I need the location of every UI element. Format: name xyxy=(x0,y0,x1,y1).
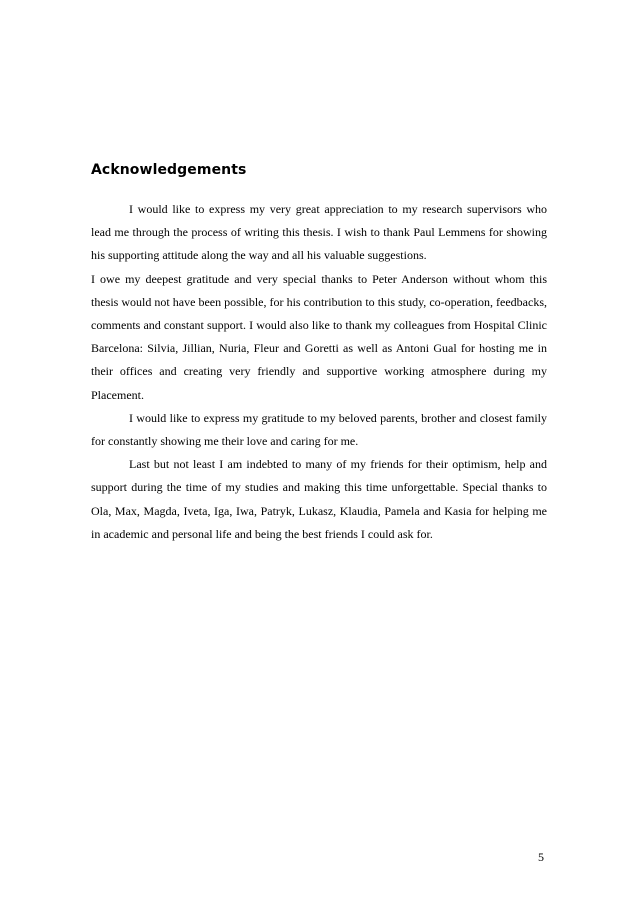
paragraph-family: I would like to express my gratitude to my beloved parents, brother and closest family for constantly showing me their love and caring for me. xyxy=(91,410,547,449)
paragraph-supervisors: I would like to express my very great appreciation to my research supervisors who lead me through the process of writing this thesis. I wish to thank Paul Lemmens for showing his supporting attitude along the way and all his valuable suggestions. xyxy=(91,202,547,263)
paragraph-gratitude: I owe my deepest gratitude and very special thanks to Peter Anderson without whom this thesis would not have been possible, for his contribution to this study, co-operation, feedbacks, comments and constant support. I would also like to thank my colleagues from Hospital Clinic Barcelona: Silvia, Jillian, Nuria, Fleur and Goretti as well as Antoni Gual for hosting me in their offices and creating very friendly and supportive working atmosphere during my Placement. xyxy=(91,271,547,402)
page-title: Acknowledgements xyxy=(91,162,247,178)
paragraph-friends: Last but not least I am indebted to many of my friends for their optimism, help and support during the time of my studies and making this time unforgettable. Special thanks to Ola, Max, Magda, Iveta, Iga, Iwa, Patryk, Lukasz, Klaudia, Pamela and Kasia for helping me in academic and personal life and being the best friends I could ask for. xyxy=(91,457,547,541)
page-number: 5 xyxy=(538,850,544,864)
acknowledgements-body xyxy=(91,198,547,546)
